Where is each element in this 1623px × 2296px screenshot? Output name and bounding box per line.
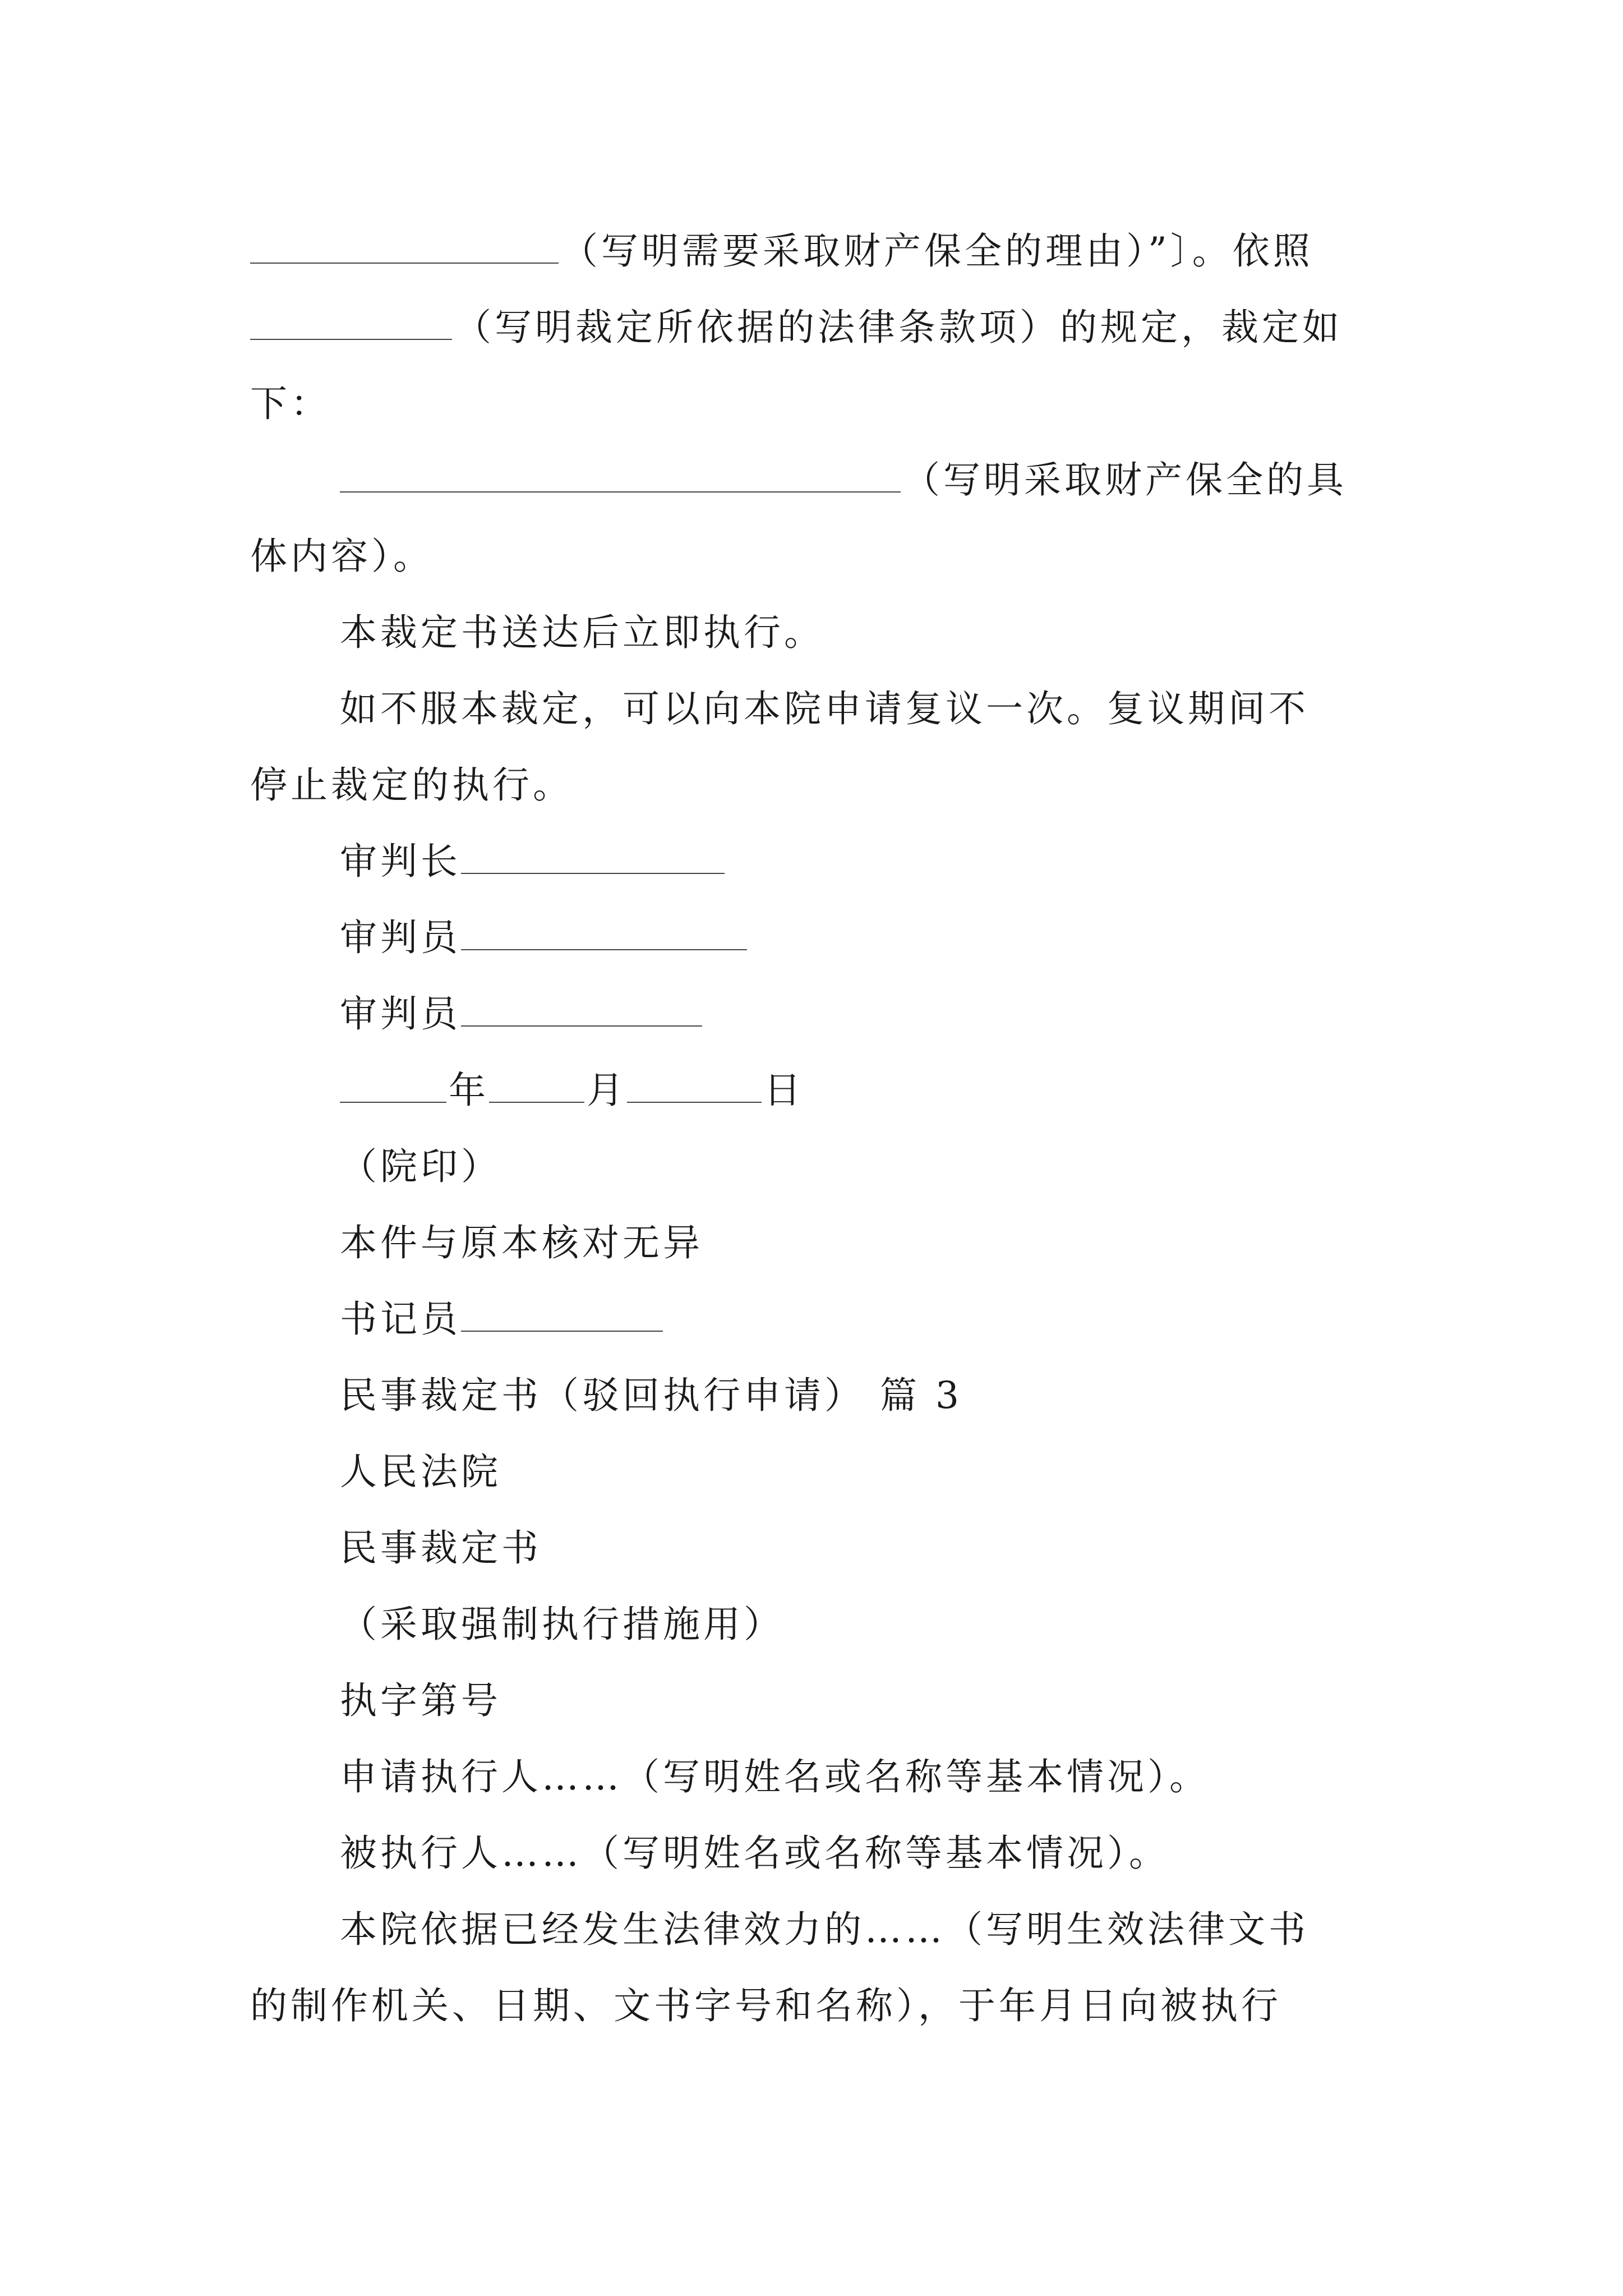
text-as-follows: 下： — [250, 382, 331, 425]
doc-line-3 — [250, 366, 1389, 442]
case-number — [250, 1663, 1389, 1739]
signature-date — [250, 1052, 1389, 1129]
signature-clerk — [250, 1281, 1389, 1358]
doc-line-7 — [250, 671, 1389, 747]
applicant-info — [250, 1739, 1389, 1815]
text-body-1: 本院依据已经发生法律效力的……（写明生效法律文书 — [340, 1908, 1309, 1951]
text-no-suspension: 停止裁定的执行。 — [250, 763, 573, 807]
text-court-seal: （院印） — [340, 1145, 501, 1188]
text-preservation-content: （写明采取财产保全的具 — [903, 458, 1347, 501]
text-content-end: 体内容）。 — [250, 535, 434, 578]
signature-judge-1 — [250, 900, 1389, 976]
text-case-number: 执字第号 — [340, 1679, 501, 1722]
text-doc-subtitle: （采取强制执行措施用） — [340, 1603, 784, 1646]
text-law-basis: （写明裁定所依据的法律条款项）的规定，裁定如 — [454, 306, 1343, 349]
text-execute-immediately: 本裁定书送达后立即执行。 — [340, 611, 824, 654]
respondent-info — [250, 1815, 1389, 1892]
body-paragraph-line-2 — [250, 1968, 1389, 2044]
doc-line-5 — [250, 518, 1389, 595]
label-year: 年 — [449, 1069, 489, 1112]
label-day: 日 — [764, 1069, 804, 1112]
text-doc-title: 民事裁定书 — [340, 1526, 542, 1570]
section-heading — [250, 1358, 1389, 1434]
blank-judge-1 — [461, 949, 747, 950]
text-body-2: 的制作机关、日期、文书字号和名称），于年月日向被执行 — [250, 1984, 1281, 2027]
text-section-title: 民事裁定书（驳回执行申请） 篇 3 — [340, 1374, 962, 1417]
text-court-name: 人民法院 — [340, 1450, 501, 1493]
blank-preservation-content — [340, 491, 901, 493]
doc-line-6 — [250, 595, 1389, 671]
doc-line-4 — [250, 442, 1389, 518]
blank-day — [627, 1102, 762, 1103]
blank-law-basis — [250, 339, 452, 340]
court-seal — [250, 1129, 1389, 1205]
signature-judge-2 — [250, 976, 1389, 1052]
doc-line-8 — [250, 747, 1389, 823]
label-chief-judge: 审判长 — [340, 840, 461, 883]
label-month: 月 — [587, 1069, 627, 1112]
verification-note — [250, 1205, 1389, 1281]
blank-year — [340, 1102, 446, 1103]
blank-chief-judge — [461, 873, 725, 874]
label-judge-2: 审判员 — [340, 992, 461, 1036]
document-subtitle — [250, 1586, 1389, 1663]
label-judge-1: 审判员 — [340, 916, 461, 959]
document-page — [250, 213, 1389, 2044]
text-verification: 本件与原本核对无异 — [340, 1221, 703, 1264]
doc-line-2 — [250, 289, 1389, 366]
blank-clerk — [461, 1331, 663, 1332]
label-clerk: 书记员 — [340, 1297, 461, 1341]
text-respondent: 被执行人……（写明姓名或名称等基本情况）。 — [340, 1832, 1169, 1875]
doc-line-1 — [250, 213, 1389, 289]
blank-month — [489, 1102, 584, 1103]
document-title — [250, 1510, 1389, 1586]
text-applicant: 申请执行人……（写明姓名或名称等基本情况）。 — [340, 1755, 1210, 1798]
blank-judge-2 — [461, 1025, 702, 1027]
text-reason: （写明需要采取财产保全的理由）”〕。依照 — [561, 229, 1313, 273]
text-reconsideration: 如不服本裁定，可以向本院申请复议一次。复议期间不 — [340, 687, 1309, 730]
signature-chief-judge — [250, 823, 1389, 900]
blank-reason — [250, 263, 559, 264]
body-paragraph-line-1 — [250, 1892, 1389, 1968]
court-name — [250, 1434, 1389, 1510]
